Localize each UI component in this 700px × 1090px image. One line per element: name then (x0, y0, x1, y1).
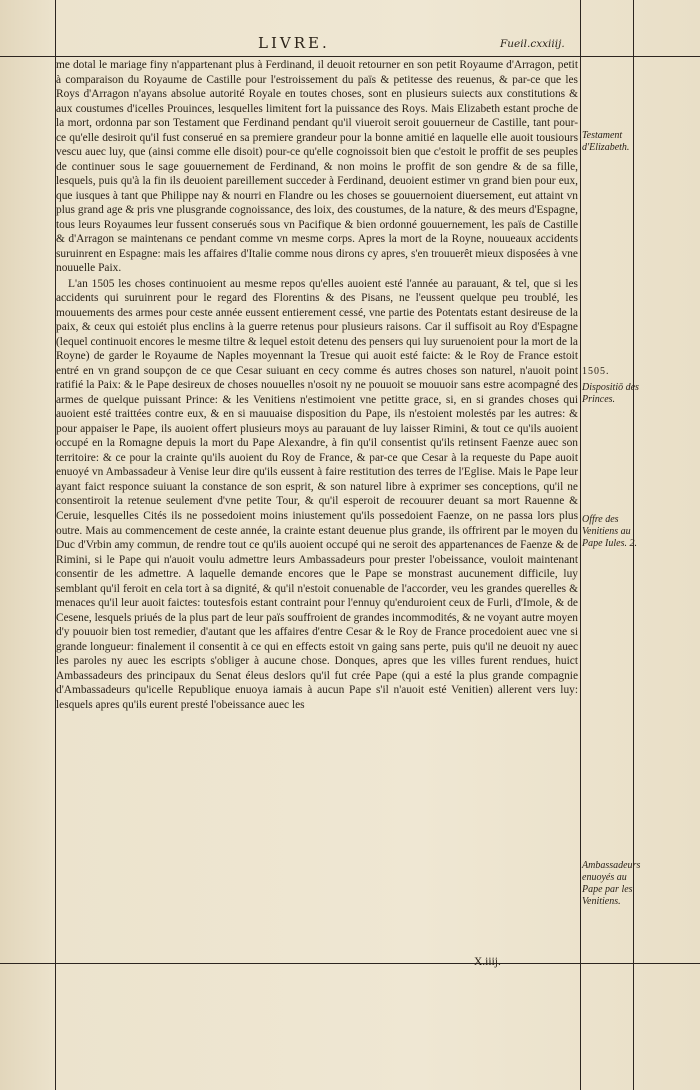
margin-note-ambassadeurs: Ambassadeurs enuoyés au Pape par les Venitiens. (582, 860, 641, 907)
margin-note-disposition: Dispositiō des Princes. (582, 382, 639, 405)
margin-note-offre: Offre des Venitiens au Pape Iules. 2. (582, 514, 637, 549)
text-block-right-rule (580, 0, 581, 1090)
paragraph-2: L'an 1505 les choses continuoient au mesme repos qu'elles auoient esté l'année au parauant, & tel, que si les accidents qui suruinrent pour le regard des Florentins & des Pisans, ne l'eussent quelque peu troublé, les mouuements des armes pour ceste année eussent entierement cessé, vne partie des Potentats estant desireuse de la paix, & ceux qui estoiét plus enclins à la guerre retenus pour plusieurs raisons. Car il suffisoit au Roy d'Espagne (lequel continuoit encores le mesme tiltre & lequel estoit detenu des pensers qui luy suruenoient pour la mort de la Royne) de garder le Royaume de Naples moyennant la Tresue qui auoit esté faicte: & le Roy de France estoit entré en vn grand soupçon de ce que Cesar suiuant en cecy comme és autres choses son naturel, n'auoit point ratifié la Paix: & le Pape desireux de choses nouuelles n'osoit ny ne pouuoit se mouuoir sans estre acompagné des armes de quelque puissant Prince: & les Venitiens n'estimoient vne petitte grace, si, en si grandes choses qui auoient esté traittées contre eux, & en si mauuaise disposition du Pape, ils n'estoient molestés par les autres: & pour appaiser le Pape, ils auoient offert plusieurs moys au parauant de luy laisser Rimini, & tout ce qu'ils auoient occupé en la Romagne depuis la mort du Pape Alexandre, à fin qu'il consentist qu'ils retinsent Faenze auec son territoire: & ce pour la crainte qu'ils auoient du Roy de France, & par-ce que Cesar à la requeste du Pape auoit enuoyé vn Ambassadeur à Venise leur dire qu'ils eussent à faire restitution des terres de l'Eglise. Mais le Pape leur ayant faict responce suiuant la constance de son esprit, & son naturel libre à exprimer ses conceptions, qu'il ne consentiroit la retenue seulement d'vne petite Tour, & qu'il esperoit de recouurer deuant sa mort Rauenne & Ceruie, lesquelles Cités ils ne possedoient moins iniustement qu'ils possedoient Faenze, on ne passa lors plus outre. Mais au commencement de ceste année, la crainte estant deuenue plus grande, ils offrirent par le moyen du Duc d'Vrbin amy commun, de rendre tout ce qu'ils auoient occupé qui ne seroit des appartenances de Faenze & de Rimini, si le Pape qui n'auoit voulu admettre leurs Ambassadeurs pour prester l'obeissance, vouloit maintenant consentir de les admettre. A laquelle demande encores que le Pape se monstrast aucunement difficile, luy semblant qu'il feroit en cela tort à sa dignité, & qu'il n'estoit conuenable de l'accorder, veu les grandes querelles & menaces qu'il leur auoit faictes: toutesfois estant contraint pour l'ennuy qu'enduroient ceux de Furli, d'Imole, & de Cesene, lesquels priués de la plus part de leur païs souffroient de grandes incommodités, & ne voyant autre moyen d'y pouuoir bien tost remedier, d'autant que les affaires d'entre Cesar & le Roy de France procedoient auec vne si grande longueur: finalement il consentit à ce qui en effects estoit vn gaing sans perte, puis qu'il ne deuoit ny auec les paroles ny auec les escripts s'obliger à aucune chose. Donques, apres que les villes furent rendues, huict Ambassadeurs des principaux du Senat éleus deslors qu'il fut crée Pape (qui a esté la plus grande compagnie d'Ambassadeurs qu'icelle Republique enuoya iamais à aucun Pape s'il n'auoit esté Venitien) allerent vers luy: lesquels apres qu'ils eurent presté l'obeissance auec les (56, 277, 578, 711)
footer-rule (0, 963, 700, 964)
header-rule (0, 56, 700, 57)
margin-note-year: 1505. (582, 366, 610, 377)
margin-note-testament: Testament d'Elizabeth. (582, 130, 630, 153)
main-text-block (56, 58, 578, 712)
running-head: LIVRE. (258, 34, 330, 52)
folio-number: Fueil.cxxiiij. (500, 38, 565, 50)
paragraph-1: me dotal le mariage finy n'appartenant plus à Ferdinand, il deuoit retourner en son petit Royaume d'Arragon, petit à comparaison du Royaume de Castille pour l'estroissement du païs & petitesse des reuenus, & par-ce que les Roys d'Arragon n'ayans absolue autorité Royale en toutes choses, sont en plusieurs suiects aux constitutions & aux coustumes d'icelles Prouinces, lesquelles limitent fort la puissance des Roys. Mais Elizabeth estant proche de la mort, ordonna par son Testament que Ferdinand pendant qu'il viueroit seroit gouuerneur de Castille, tant pour-ce qu'elle desiroit qu'il fust conserué en sa premiere grandeur pour la bonne amitié en laquelle elle auoit tousiours vescu auec luy, que (ainsi comme elle disoit) pour-ce qu'elle cognoissoit bien que c'estoit le proffit de ses peuples de continuer sous le sage gouuernement de Ferdinand, & non moins le proffit de son gendre & de sa fille, lesquels, puis qu'à la fin ils deuoient pareillement succeder à Ferdinand, deuoient estimer vn grand bien pour eux, que iusques à tant que Philippe nay & nourri en Flandre ou les choses se gouuernoient diuersement, eut attaint vn plus grand age & pris vne plusgrande cognoissance, des loix, des coustumes, de la nature, & des meurs d'Espagne, tous leurs Royaumes leur fussent conserués sous vn Pacifique & bien ordonné gouuernement, les païs de Castille & d'Arragon se maintenans ce pendant comme vn mesme corps. Apres la mort de la Royne, nouueaux accidents suruinrent en Espagne: mais les affaires d'Italie comme nous dirons cy apres, s'en trouuerêt mieux disposées à vne nouuelle Paix. (56, 59, 578, 275)
signature-mark: X.iiij. (474, 956, 501, 968)
